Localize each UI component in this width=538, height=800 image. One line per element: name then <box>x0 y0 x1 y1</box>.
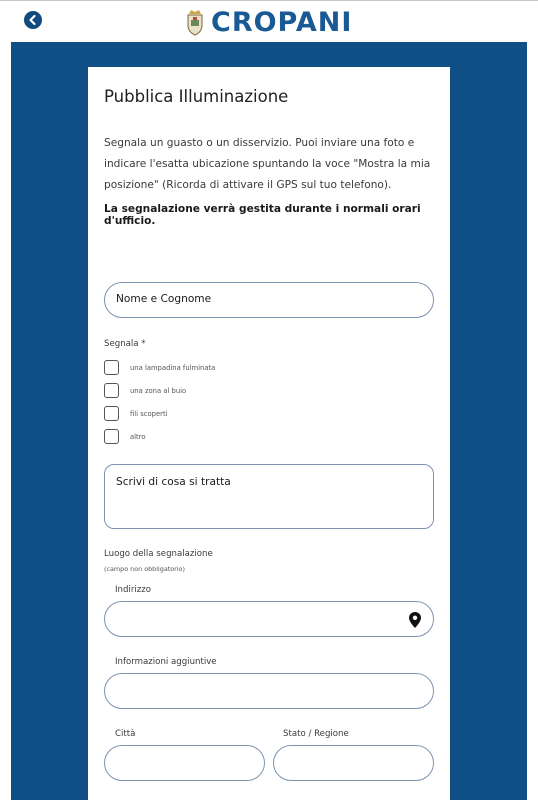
location-pin-icon[interactable] <box>409 612 421 628</box>
app-header <box>0 0 538 42</box>
option-exposed-wires[interactable] <box>104 406 168 421</box>
checkbox[interactable] <box>104 429 119 444</box>
option-dark-area[interactable] <box>104 383 186 398</box>
page-title: Pubblica Illuminazione <box>104 87 289 106</box>
address-label: Indirizzo <box>115 585 152 595</box>
location-optional-note: (campo non obbligatorio) <box>104 565 185 573</box>
address-input[interactable] <box>104 601 434 637</box>
checkbox[interactable] <box>104 406 119 421</box>
region-input[interactable] <box>273 745 434 781</box>
checkbox[interactable] <box>104 360 119 375</box>
back-icon[interactable] <box>24 11 42 29</box>
office-hours-notice: La segnalazione verrà gestita durante i normali orari d'ufficio. <box>104 203 421 227</box>
option-other[interactable] <box>104 429 146 444</box>
name-field-placeholder: Nome e Cognome <box>116 293 212 305</box>
location-section-label: Luogo della segnalazione <box>104 549 213 559</box>
option-label: una zona al buio <box>130 386 187 395</box>
extra-info-input[interactable] <box>104 673 434 709</box>
name-field[interactable] <box>104 282 434 318</box>
report-type-label: Segnala * <box>104 339 146 349</box>
city-label: Città <box>115 729 136 739</box>
option-label: una lampadina fulminata <box>130 363 216 372</box>
logo-text: CROPANI <box>211 6 353 38</box>
form-card <box>88 67 450 800</box>
municipal-crest-icon <box>185 8 205 36</box>
option-burnt-bulb[interactable] <box>104 360 215 375</box>
checkbox[interactable] <box>104 383 119 398</box>
city-input[interactable] <box>104 745 265 781</box>
description-textarea[interactable] <box>104 464 434 529</box>
region-label: Stato / Regione <box>283 729 349 739</box>
option-label: altro <box>130 432 146 441</box>
municipality-logo <box>185 5 352 39</box>
option-label: fili scoperti <box>130 409 168 418</box>
intro-text: Segnala un guasto o un disservizio. Puoi inviare una foto e indicare l'esatta ubicazione spuntando la voce "Mostra la mia posizione" (Ricorda di attivare il GPS sul tuo telefono). <box>104 137 431 191</box>
extra-info-label: Informazioni aggiuntive <box>115 657 217 667</box>
description-placeholder: Scrivi di cosa si tratta <box>116 476 231 488</box>
